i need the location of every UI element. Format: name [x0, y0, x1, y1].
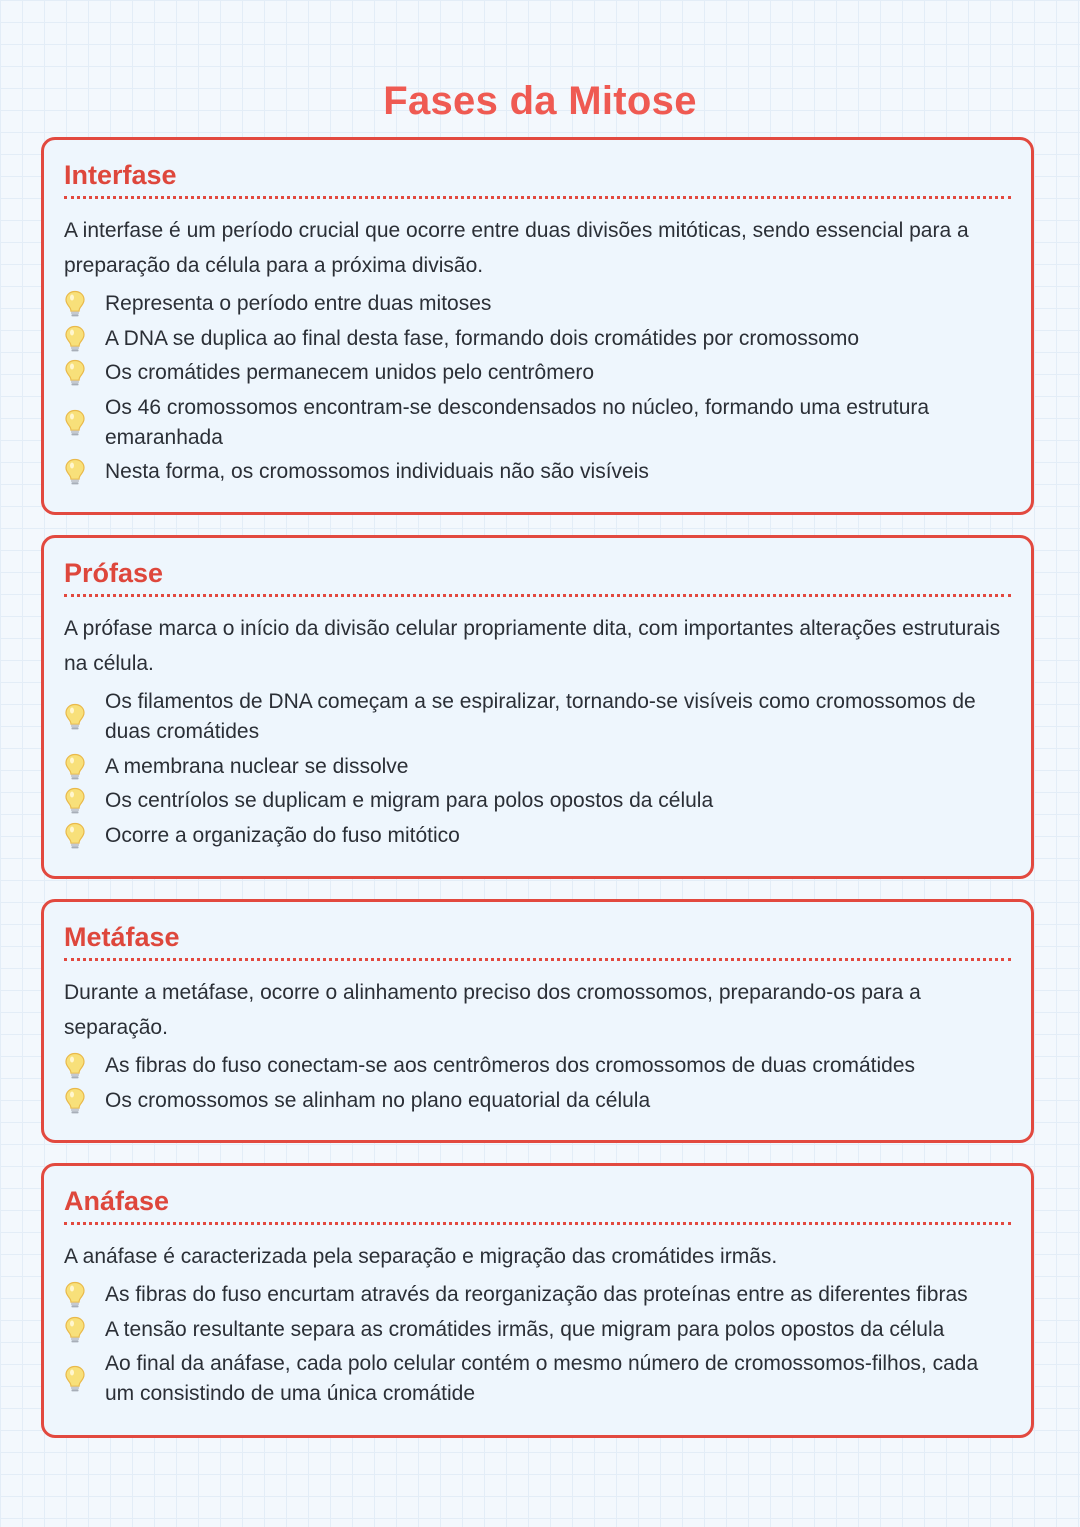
list-item [64, 324, 1011, 354]
section-title: Prófase [64, 558, 1011, 597]
list-item [64, 1051, 1011, 1081]
bullet-text: A tensão resultante separa as cromátides irmãs, que migram para polos opostos da célula [105, 1317, 945, 1341]
bullet-list [64, 1280, 1011, 1409]
list-item [64, 289, 1011, 319]
bullet-list [64, 289, 1011, 487]
section-profase [41, 535, 1034, 879]
section-intro: A prófase marca o início da divisão celular propriamente dita, com importantes alterações estruturais na célula. [64, 617, 1001, 675]
bullet-text: Os centríolos se duplicam e migram para polos opostos da célula [105, 789, 714, 813]
page-title: Fases da Mitose [383, 78, 697, 123]
lightbulb-icon [64, 787, 86, 815]
list-item [64, 821, 1011, 851]
list-item [64, 358, 1011, 388]
bullet-text: A membrana nuclear se dissolve [105, 754, 409, 778]
bullet-text: Os cromátides permanecem unidos pelo centrômero [105, 361, 595, 385]
section-title: Anáfase [64, 1186, 1011, 1225]
list-item [64, 786, 1011, 816]
bullet-text: Ao final da anáfase, cada polo celular contém o mesmo número de cromossomos-filhos, cada um consistindo de uma única cromátide [105, 1352, 979, 1406]
lightbulb-icon [64, 822, 86, 850]
list-item [64, 687, 1011, 747]
bullet-list [64, 1051, 1011, 1116]
lightbulb-icon [64, 703, 86, 731]
section-intro: Durante a metáfase, ocorre o alinhamento preciso dos cromossomos, preparando-os para a separação. [64, 981, 921, 1039]
lightbulb-icon [64, 1365, 86, 1393]
bullet-text: A DNA se duplica ao final desta fase, formando dois cromátides por cromossomo [105, 326, 860, 350]
lightbulb-icon [64, 458, 86, 486]
list-item [64, 393, 1011, 453]
lightbulb-icon [64, 753, 86, 781]
lightbulb-icon [64, 1281, 86, 1309]
bullet-text: Os 46 cromossomos encontram-se descondensados no núcleo, formando uma estrutura emaranhada [105, 395, 930, 449]
bullet-text: As fibras do fuso conectam-se aos centrômeros dos cromossomos de duas cromátides [105, 1054, 916, 1077]
bullet-list [64, 687, 1011, 851]
section-intro: A interfase é um período crucial que ocorre entre duas divisões mitóticas, sendo essencial para a preparação da célula para a próxima divisão. [64, 219, 969, 277]
list-item [64, 1086, 1011, 1116]
lightbulb-icon [64, 1087, 86, 1115]
bullet-text: Os cromossomos se alinham no plano equatorial da célula [105, 1088, 651, 1112]
section-title: Interfase [64, 160, 1011, 199]
lightbulb-icon [64, 409, 86, 437]
lightbulb-icon [64, 1052, 86, 1080]
section-anafase [41, 1163, 1034, 1438]
section-metafase [41, 899, 1034, 1143]
bullet-text: Nesta forma, os cromossomos individuais não são visíveis [105, 460, 649, 484]
bullet-text: Os filamentos de DNA começam a se espiralizar, tornando-se visíveis como cromossomos de duas cromátides [105, 690, 976, 743]
list-item [64, 1280, 1011, 1310]
lightbulb-icon [64, 359, 86, 387]
list-item [64, 752, 1011, 782]
section-interfase [41, 137, 1034, 515]
lightbulb-icon [64, 290, 86, 318]
bullet-text: Ocorre a organização do fuso mitótico [105, 823, 460, 847]
bullet-text: Representa o período entre duas mitoses [105, 292, 492, 315]
list-item [64, 457, 1011, 487]
bullet-text: As fibras do fuso encurtam através da reorganização das proteínas entre as diferentes fibras [105, 1283, 968, 1306]
lightbulb-icon [64, 325, 86, 353]
section-title: Metáfase [64, 922, 1011, 961]
lightbulb-icon [64, 1316, 86, 1344]
section-intro: A anáfase é caracterizada pela separação e migração das cromátides irmãs. [64, 1245, 778, 1268]
list-item [64, 1349, 1011, 1409]
list-item [64, 1315, 1011, 1345]
